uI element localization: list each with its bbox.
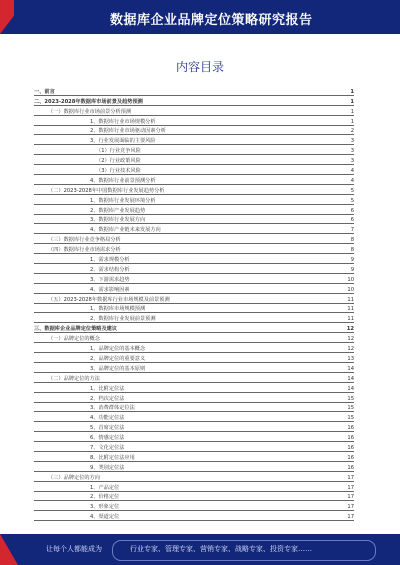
- toc-entry[interactable]: [34, 106, 354, 116]
- toc-entry-page: 14: [347, 365, 354, 372]
- toc-entry-label: 2、需求结构分析: [90, 266, 130, 273]
- toc-entry-label: 2、数据库产业发展趋势: [90, 207, 146, 214]
- toc-entry[interactable]: [34, 333, 354, 343]
- toc-entry[interactable]: [34, 383, 354, 393]
- toc-entry-label: 3、行业发展面临的主要风险: [90, 138, 156, 145]
- toc-entry[interactable]: [34, 323, 354, 333]
- toc-entry-label: 1、数据库行业发展环境分析: [90, 197, 156, 204]
- table-of-contents: [34, 86, 354, 521]
- toc-entry[interactable]: [34, 96, 354, 106]
- toc-entry[interactable]: [34, 482, 354, 492]
- toc-entry-label: 1、品牌定位的基本概念: [90, 346, 146, 353]
- toc-entry-page: 3: [350, 148, 354, 155]
- toc-entry-label: （一）数据库行业市场前景分析预测: [48, 108, 132, 115]
- toc-entry[interactable]: [34, 116, 354, 126]
- toc-entry[interactable]: [34, 393, 354, 403]
- toc-entry-page: 12: [347, 346, 354, 353]
- toc-entry[interactable]: [34, 294, 354, 304]
- toc-entry-label: （三）品牌定位的方向: [48, 474, 100, 481]
- toc-entry-page: 11: [347, 316, 354, 323]
- footer-red-accent: [0, 534, 18, 565]
- toc-entry[interactable]: [34, 501, 354, 511]
- toc-entry-label: 4、数据库产业链未来发展方向: [90, 227, 161, 234]
- toc-entry-page: 2: [350, 128, 354, 135]
- footer-bar: [0, 534, 400, 565]
- toc-entry-page: 14: [347, 385, 354, 392]
- toc-entry-page: 12: [346, 326, 354, 333]
- toc-entry-label: （三）数据库行业竞争格局分析: [48, 237, 121, 244]
- toc-entry[interactable]: [34, 442, 354, 452]
- toc-entry[interactable]: [34, 373, 354, 383]
- toc-entry[interactable]: [34, 86, 354, 96]
- toc-entry[interactable]: [34, 185, 354, 195]
- toc-entry-page: 16: [347, 435, 354, 442]
- toc-entry[interactable]: [34, 462, 354, 472]
- toc-entry-page: 17: [347, 504, 354, 511]
- toc-entry-page: 9: [350, 266, 354, 273]
- toc-entry[interactable]: [34, 343, 354, 353]
- toc-entry-label: 3、品牌定位的基本原则: [90, 365, 146, 372]
- toc-entry-page: 17: [347, 484, 354, 491]
- header-blue-accent: [14, 0, 36, 34]
- toc-entry-page: 10: [347, 286, 354, 293]
- toc-entry-page: 16: [347, 464, 354, 471]
- toc-entry-page: 6: [350, 217, 354, 224]
- toc-entry[interactable]: [34, 264, 354, 274]
- toc-entry-page: 4: [350, 168, 354, 175]
- toc-entry-page: 10: [347, 276, 354, 283]
- toc-entry-label: 4、数据库行业前景预测分析: [90, 177, 156, 184]
- toc-entry[interactable]: [34, 511, 354, 521]
- toc-entry-label: 9、类别定位法: [90, 464, 125, 471]
- toc-entry-label: 2、价格定位: [90, 494, 120, 501]
- toc-entry[interactable]: [34, 254, 354, 264]
- toc-entry-label: （五）2023-2028年数据库行业市场规模及前景预测: [48, 296, 170, 303]
- toc-entry-label: （一）品牌定位的概念: [48, 336, 100, 343]
- toc-entry-label: 7、文化定位法: [90, 444, 125, 451]
- toc-entry[interactable]: [34, 145, 354, 155]
- toc-entry-label: 二、2023-2028年数据库市场前景及趋势预测: [34, 98, 143, 105]
- toc-entry-page: 11: [347, 296, 354, 303]
- report-title: 数据库企业品牌定位策略研究报告: [110, 13, 313, 28]
- toc-entry-label: （二）品牌定位的方法: [48, 375, 100, 382]
- toc-entry[interactable]: [34, 363, 354, 373]
- toc-entry[interactable]: [34, 155, 354, 165]
- toc-entry-page: 11: [347, 306, 354, 313]
- toc-entry-page: 3: [350, 158, 354, 165]
- toc-entry[interactable]: [34, 313, 354, 323]
- toc-entry[interactable]: [34, 274, 354, 284]
- toc-entry-page: 15: [347, 395, 354, 402]
- toc-entry-page: 7: [350, 227, 354, 234]
- toc-entry-label: 2、数据库行业发展前景预测: [90, 316, 156, 323]
- toc-entry-label: 4、需求影响因素: [90, 286, 130, 293]
- toc-entry[interactable]: [34, 205, 354, 215]
- toc-entry-label: 3、形象定位: [90, 504, 120, 511]
- toc-entry-page: 6: [350, 207, 354, 214]
- toc-entry-page: 13: [347, 355, 354, 362]
- toc-entry[interactable]: [34, 224, 354, 234]
- toc-entry-label: 一、前言: [34, 88, 55, 95]
- header-bar: [0, 0, 400, 34]
- toc-entry-label: 1、数据库市场规模预测: [90, 306, 146, 313]
- toc-entry-page: 1: [350, 88, 354, 95]
- toc-entry[interactable]: [34, 284, 354, 294]
- toc-entry-page: 5: [350, 197, 354, 204]
- toc-entry[interactable]: [34, 304, 354, 314]
- toc-entry[interactable]: [34, 175, 354, 185]
- toc-entry-label: 8、比附定位法应用: [90, 454, 135, 461]
- toc-entry-page: 15: [347, 405, 354, 412]
- toc-entry-page: 9: [350, 257, 354, 264]
- toc-entry-page: 8: [350, 237, 354, 244]
- toc-entry-page: 16: [347, 444, 354, 451]
- footer-label: 让每个人都能成为: [46, 545, 102, 553]
- toc-entry[interactable]: [34, 215, 354, 225]
- toc-entry[interactable]: [34, 244, 354, 254]
- toc-entry-label: 6、情感定位法: [90, 435, 125, 442]
- toc-entry-page: 15: [347, 415, 354, 422]
- toc-entry-page: 16: [347, 425, 354, 432]
- toc-entry[interactable]: [34, 234, 354, 244]
- toc-entry[interactable]: [34, 353, 354, 363]
- toc-entry-label: 4、功能定位法: [90, 415, 125, 422]
- toc-entry-label: （3）行业技术风险: [96, 168, 141, 175]
- toc-heading: 内容目录: [175, 60, 224, 74]
- toc-entry-label: 三、数据库企业品牌定位策略及建议: [34, 326, 118, 333]
- toc-entry[interactable]: [34, 432, 354, 442]
- toc-entry-page: 17: [347, 474, 354, 481]
- toc-entry[interactable]: [34, 165, 354, 175]
- toc-entry[interactable]: [34, 412, 354, 422]
- toc-entry-label: （1）行业竞争风险: [96, 148, 141, 155]
- toc-entry-page: 1: [350, 108, 354, 115]
- toc-entry-label: 3、下游需求趋势: [90, 276, 130, 283]
- toc-entry[interactable]: [34, 195, 354, 205]
- toc-entry-page: 17: [347, 494, 354, 501]
- toc-entry[interactable]: [34, 492, 354, 502]
- toc-entry-page: 3: [350, 138, 354, 145]
- toc-entry-label: （2）行业政策风险: [96, 158, 141, 165]
- toc-entry-label: 2、数据库行业市场驱动因素分析: [90, 128, 166, 135]
- toc-entry-page: 8: [350, 247, 354, 254]
- toc-entry-label: 1、需求规模分析: [90, 257, 130, 264]
- toc-entry-page: 1: [350, 118, 354, 125]
- toc-entry[interactable]: [34, 126, 354, 136]
- toc-entry-label: 1、产品定位: [90, 484, 120, 491]
- toc-entry-label: 2、品牌定位的重要意义: [90, 355, 146, 362]
- toc-entry[interactable]: [34, 403, 354, 413]
- toc-entry-page: 12: [347, 336, 354, 343]
- toc-entry[interactable]: [34, 135, 354, 145]
- toc-entry-label: 4、渠道定位: [90, 514, 120, 521]
- toc-entry[interactable]: [34, 472, 354, 482]
- toc-entry-label: 5、首席定位法: [90, 425, 125, 432]
- toc-entry-page: 4: [350, 177, 354, 184]
- toc-entry[interactable]: [34, 422, 354, 432]
- toc-entry-page: 14: [347, 375, 354, 382]
- toc-entry-page: 17: [347, 514, 354, 521]
- toc-entry-page: 5: [350, 187, 354, 194]
- toc-entry-label: 3、消费群体定位法: [90, 405, 135, 412]
- toc-entry-label: 2、档次定位法: [90, 395, 125, 402]
- toc-entry[interactable]: [34, 452, 354, 462]
- toc-entry-label: 1、比附定位法: [90, 385, 125, 392]
- toc-entry-page: 16: [347, 454, 354, 461]
- toc-entry-label: 1、数据库行业市场规模分析: [90, 118, 156, 125]
- toc-entry-label: （四）数据库行业市场需求分析: [48, 247, 121, 254]
- toc-entry-label: 3、数据库行业发展方向: [90, 217, 146, 224]
- toc-entry-label: （二）2023-2028年中国数据库行业发展趋势分析: [48, 187, 165, 194]
- toc-entry-page: 1: [350, 98, 354, 105]
- footer-slogan: 行业专家、管理专家、营销专家、战略专家、投资专家……: [130, 545, 312, 553]
